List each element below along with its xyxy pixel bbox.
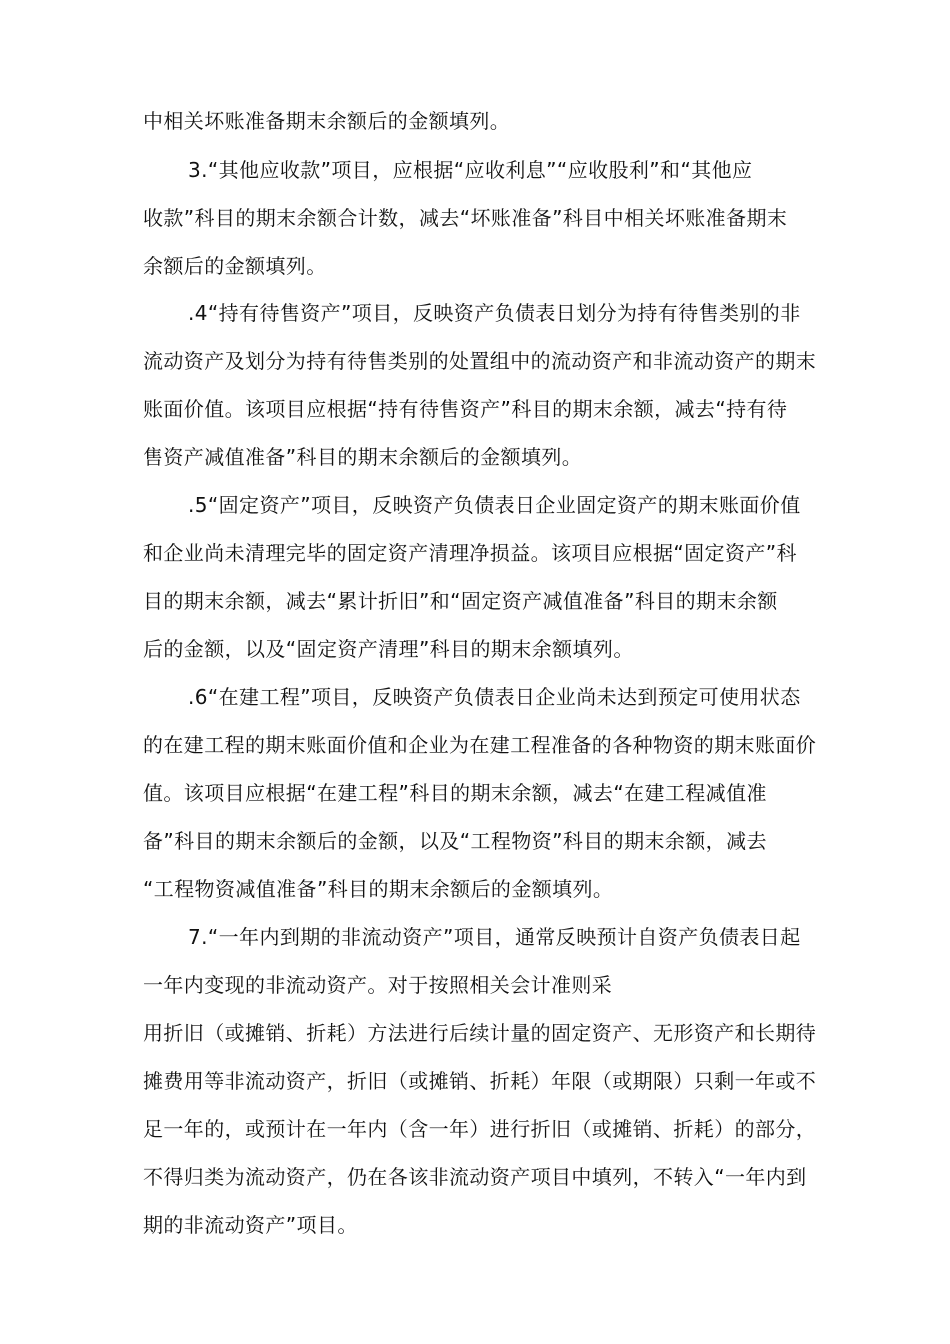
text-line: 目的期末余额，减去“累计折旧”和“固定资产减值准备”科目的期末余额 [143, 589, 778, 613]
text-line: 备”科目的期末余额后的金额，以及“工程物资”科目的期末余额，减去 [143, 829, 767, 853]
text-line: 余额后的金额填列。 [143, 254, 327, 278]
text-line: 足一年的，或预计在一年内（含一年）进行折旧（或摊销、折耗）的部分， [143, 1117, 817, 1141]
text-line: .6“在建工程”项目，反映资产负债表日企业尚未达到预定可使用状态 [188, 685, 801, 709]
text-line: 账面价值。该项目应根据“持有待售资产”科目的期末余额，减去“持有待 [143, 397, 788, 421]
text-line: 期的非流动资产”项目。 [143, 1213, 358, 1237]
text-line: .5“固定资产”项目，反映资产负债表日企业固定资产的期末账面价值 [188, 493, 801, 517]
text-line: 中相关坏账准备期末余额后的金额填列。 [143, 109, 511, 133]
text-line: 售资产减值准备”科目的期末余额后的金额填列。 [143, 445, 583, 469]
text-line: 摊费用等非流动资产，折旧（或摊销、折耗）年限（或期限）只剩一年或不 [143, 1069, 817, 1093]
text-line: “工程物资减值准备”科目的期末余额后的金额填列。 [143, 877, 614, 901]
text-line: 值。该项目应根据“在建工程”科目的期末余额，减去“在建工程减值准 [143, 781, 767, 805]
text-line: 的在建工程的期末账面价值和企业为在建工程准备的各种物资的期末账面价 [143, 733, 817, 757]
text-line: 收款”科目的期末余额合计数，减去“坏账准备”科目中相关坏账准备期末 [143, 206, 788, 230]
text-line: 后的金额，以及“固定资产清理”科目的期末余额填列。 [143, 637, 634, 661]
text-line: 7.“一年内到期的非流动资产”项目，通常反映预计自资产负债表日起 [188, 925, 801, 949]
text-line: 3.“其他应收款”项目，应根据“应收利息”“应收股利”和“其他应 [188, 158, 753, 182]
text-line: 不得归类为流动资产，仍在各该非流动资产项目中填列，不转入“一年内到 [143, 1165, 807, 1189]
text-line: .4“持有待售资产”项目，反映资产负债表日划分为持有待售类别的非 [188, 301, 801, 325]
text-line: 流动资产及划分为持有待售类别的处置组中的流动资产和非流动资产的期末 [143, 349, 817, 373]
text-line: 一年内变现的非流动资产。对于按照相关会计准则采 [143, 973, 613, 997]
text-line: 用折旧（或摊销、折耗）方法进行后续计量的固定资产、无形资产和长期待 [143, 1021, 817, 1045]
text-line: 和企业尚未清理完毕的固定资产清理净损益。该项目应根据“固定资产”科 [143, 541, 797, 565]
